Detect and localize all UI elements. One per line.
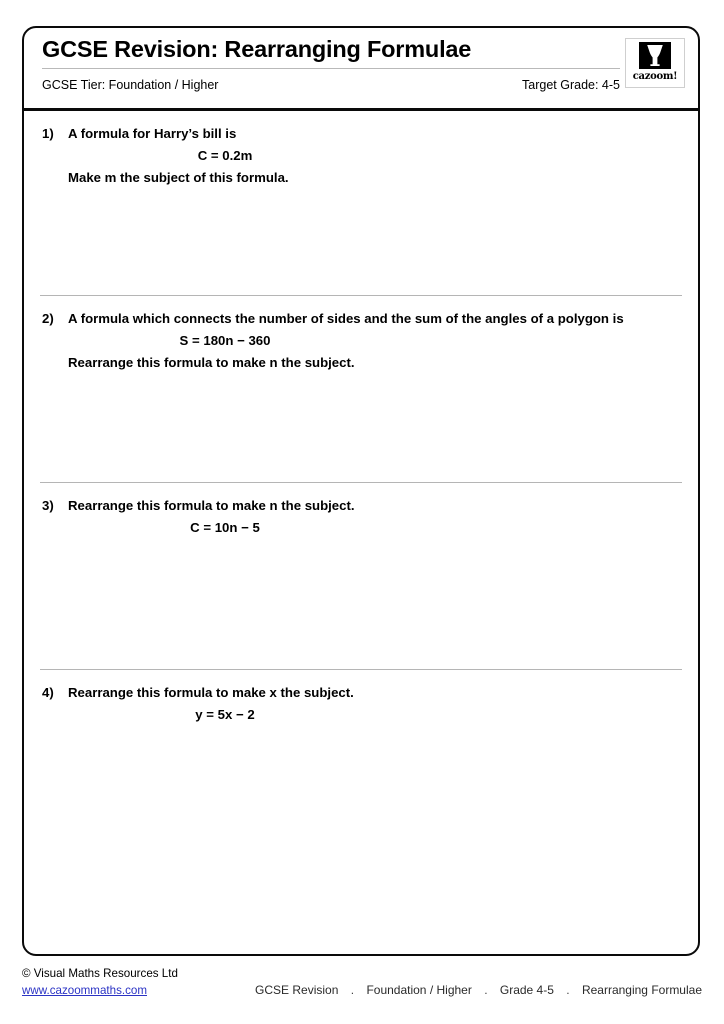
question-2-formula: S = 180n − 360 [179, 333, 271, 348]
title-underline-rule [42, 68, 620, 69]
question-3-text: Rearrange this formula to make n the subject. [68, 498, 355, 513]
worksheet-frame [22, 26, 700, 956]
question-1-prompt [42, 123, 680, 145]
question-2-instruction: Rearrange this formula to make n the subject. [68, 355, 355, 370]
footer-top-row [22, 966, 702, 982]
question-3 [24, 483, 698, 669]
website-link[interactable]: www.cazoommaths.com [22, 984, 147, 997]
target-grade-label: Target Grade: 4-5 [522, 78, 620, 92]
breadcrumb-item-2: Grade 4-5 [499, 983, 554, 997]
header-text-block [42, 34, 620, 93]
breadcrumb-separator-1: . [484, 983, 488, 997]
question-4 [24, 670, 698, 910]
copyright-text: © Visual Maths Resources Ltd [22, 967, 178, 980]
breadcrumb-item-0: GCSE Revision [255, 983, 339, 997]
breadcrumb-separator-2: . [566, 983, 570, 997]
question-1-text: A formula for Harry’s bill is [68, 126, 237, 141]
page-title: GCSE Revision: Rearranging Formulae [42, 36, 472, 62]
cazoom-vase-icon [639, 42, 671, 69]
breadcrumb-item-1: Foundation / Higher [366, 983, 472, 997]
footer-left-block [22, 966, 252, 982]
question-3-formula: C = 10n − 5 [190, 520, 260, 535]
question-2 [24, 296, 698, 482]
question-1-instruction: Make m the subject of this formula. [68, 170, 289, 185]
footer-link-block [22, 983, 252, 999]
breadcrumb-separator-0: . [350, 983, 355, 997]
question-3-number: 3) [42, 498, 54, 513]
tier-label: GCSE Tier: Foundation / Higher [42, 78, 219, 92]
question-2-text: A formula which connects the number of sides and the sum of the angles of a polygon is [68, 311, 624, 326]
question-4-number: 4) [42, 685, 54, 700]
question-4-prompt [42, 682, 680, 704]
cazoom-logo [625, 38, 685, 88]
cazoom-logo-text: cazoom! [632, 71, 678, 82]
question-1-formula: C = 0.2m [197, 148, 253, 163]
header-subline [42, 77, 620, 93]
breadcrumb-item-3: Rearranging Formulae [581, 983, 702, 997]
question-2-prompt [42, 308, 680, 330]
breadcrumb [252, 982, 702, 998]
question-2-number: 2) [42, 311, 54, 326]
question-4-text: Rearrange this formula to make x the subject. [68, 685, 354, 700]
footer-bottom-row [22, 982, 702, 999]
question-1-number: 1) [42, 126, 54, 141]
question-4-formula: y = 5x − 2 [195, 707, 255, 722]
question-3-prompt [42, 495, 680, 517]
questions-container [24, 111, 698, 910]
question-1 [24, 111, 698, 295]
worksheet-header [24, 28, 698, 108]
page-footer [22, 966, 702, 999]
